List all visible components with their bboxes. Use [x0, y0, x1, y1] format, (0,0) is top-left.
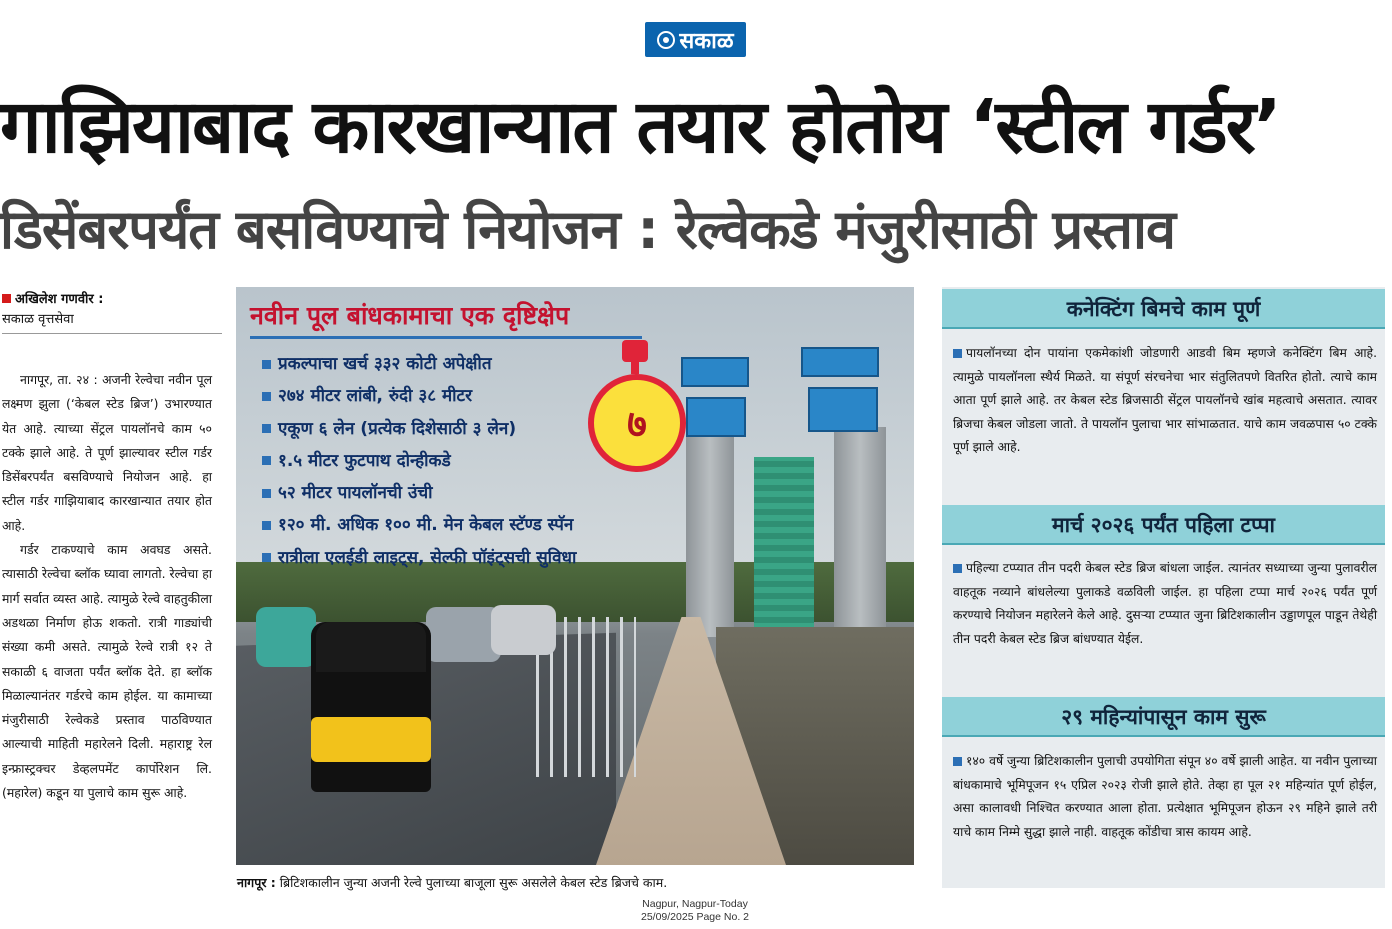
- headline: गाझियाबाद कारखान्यात तयार होतोय ‘स्टील गर्डर’: [0, 84, 1281, 170]
- footer-source: Nagpur, Nagpur-Today: [642, 898, 748, 910]
- infographic-item-text: प्रकल्पाचा खर्च ३३२ कोटी अपेक्षीत: [278, 354, 492, 374]
- sidebar-heading-connecting-beam: कनेक्टिंग बिमचे काम पूर्ण: [942, 289, 1385, 329]
- bullet-icon: [262, 360, 271, 369]
- sidebar-text-29-months: [953, 750, 1377, 844]
- sidebar-body-text: पहिल्या टप्प्यात तीन पदरी केबल स्टेड ब्रिज बांधला जाईल. त्यानंतर सध्याच्या जुन्या पुलावरील वाहतूक नव्याने बांधलेल्या पुलाकडे वळविली जाईल. हा पहिला टप्पा मार्च २०२६ पर्यंत पूर्ण करण्याचे नियोजन महारेलने केले आहे. दुसऱ्या टप्प्यात जुना ब्रिटिशकालीन उड्डाणपूल पाडून तेथेही तीन पदरी केबल स्टेड ब्रिज बांधण्यात येईल.: [953, 561, 1377, 646]
- infographic-item-text: १.५ मीटर फुटपाथ दोन्हीकडे: [278, 450, 451, 471]
- footer-date-page: 25/09/2025 Page No. 2: [640, 911, 749, 923]
- sidebar-heading-29-months: २९ महिन्यांपासून काम सुरू: [942, 697, 1385, 737]
- bullet-icon: [262, 553, 271, 562]
- byline-author: अखिलेश गणवीर :: [15, 292, 104, 307]
- photo-car: [491, 605, 556, 655]
- infographic-item-text: ५२ मीटर पायलॉनची उंची: [278, 483, 433, 504]
- caption-place: नागपूर :: [237, 875, 276, 890]
- subheadline: डिसेंबरपर्यंत बसविण्याचे नियोजन : रेल्वेकडे मंजुरीसाठी प्रस्ताव: [0, 198, 1175, 261]
- stopwatch-stem-icon: [631, 360, 639, 374]
- sidebar-heading-first-phase: मार्च २०२६ पर्यंत पहिला टप्पा: [942, 505, 1385, 545]
- bullet-icon: [953, 757, 962, 766]
- infographic-item: [262, 348, 642, 380]
- photo-pylon-formwork: [686, 397, 746, 437]
- photo-green-scaffold: [754, 457, 814, 647]
- infographic-item: [262, 509, 642, 541]
- infographic-item: [262, 413, 642, 445]
- sidebar-body-text: पायलॉनच्या दोन पायांना एकमेकांशी जोडणारी आडवी बिम म्हणजे कनेक्टिंग बिम आहे. त्यामुळे पायलॉनला स्थैर्य मिळते. या संपूर्ण संरचनेचा भार संतुलितपणे वितरित होतो. त्याचे काम आता पूर्ण झाले आहे. तर केबल स्टेड ब्रिजसाठी सेंट्रल पायलॉनचे खांब महत्वाचे असतात. त्यावर ब्रिजचा केबल जोडला जातो. ते पायलॉन पुलाचा भार सांभाळतात. याचे काम जवळपास ५० टक्के पूर्ण झाले आहे.: [953, 346, 1377, 455]
- photo-pylon-formwork: [808, 387, 878, 432]
- bullet-icon: [953, 349, 962, 358]
- infographic-list: [262, 348, 642, 574]
- bullet-icon: [953, 564, 962, 573]
- photo-autorickshaw: [311, 622, 431, 792]
- caption-text: ब्रिटिशकालीन जुन्या अजनी रेल्वे पुलाच्या बाजूला सुरू असलेले केबल स्टेड ब्रिजचे काम.: [275, 875, 668, 890]
- photo-caption: [237, 874, 917, 892]
- bullet-icon: [262, 521, 271, 530]
- sidebar-body-text: १४० वर्षे जुन्या ब्रिटिशकालीन पुलाची उपयोगिता संपून ४० वर्षे झाली आहेत. या नवीन पुलाच्या बांधकामाचे भूमिपूजन १५ एप्रिल २०२३ रोजी झाले होते. तेव्हा हा पूल २१ महिन्यांत पूर्ण होईल, असा कालावधी निश्चित करण्यात आला होता. प्रत्येक्षात भूमिपूजन होऊन २९ महिने झाले तरी याचे काम निम्मे सुद्धा झाले नाही. वाहतूक कोंडीचा त्रास कायम आहे.: [953, 754, 1377, 839]
- autorickshaw-body: [311, 717, 431, 762]
- infographic-item-text: रात्रीला एलईडी लाइट्स, सेल्फी पॉइंट्सची सुविधा: [278, 547, 577, 568]
- infographic-item: [262, 445, 642, 477]
- photo-bus: [256, 607, 316, 667]
- infographic-title: नवीन पूल बांधकामाचा एक दृष्टिक्षेप: [250, 301, 570, 330]
- stopwatch-icon: [588, 374, 686, 472]
- masthead-logo-icon: [657, 31, 675, 49]
- sidebar-text-first-phase: [953, 557, 1377, 651]
- stopwatch-number: ७: [627, 402, 647, 446]
- infographic-item: [262, 477, 642, 509]
- sidebar-text-connecting-beam: [953, 342, 1377, 460]
- infographic-underline: [250, 336, 642, 339]
- masthead-name: सकाळ: [679, 28, 734, 54]
- newspaper-masthead: [645, 22, 746, 57]
- bullet-icon: [262, 456, 271, 465]
- byline: [2, 290, 222, 336]
- photo-pylon-formwork: [681, 357, 749, 387]
- photo-car: [426, 607, 501, 662]
- page-footer: [560, 898, 830, 924]
- autorickshaw-roof: [316, 622, 426, 672]
- story-column: [2, 368, 212, 805]
- byline-agency: सकाळ वृत्तसेवा: [2, 310, 222, 334]
- story-paragraph: नागपूर, ता. २४ : अजनी रेल्वेचा नवीन पूल लक्ष्मण झुला (‘केबल स्टेड ब्रिज’) उभारण्यात येत आहे. त्याच्या सेंट्रल पायलॉनचे काम ५० टक्के झाले आहे. ते पूर्ण झाल्यावर स्टील गर्डर डिसेंबरपर्यंत बसविण्याचे नियोजन आहे. हा स्टील गर्डर गाझियाबाद कारखान्यात तयार होत आहे.: [2, 372, 212, 533]
- bullet-icon: [262, 424, 271, 433]
- infographic-item-text: २७४ मीटर लांबी, रुंदी ३८ मीटर: [278, 386, 473, 407]
- infographic-item: [262, 542, 642, 574]
- infographic-item-text: एकूण ६ लेन (प्रत्येक दिशेसाठी ३ लेन): [278, 418, 517, 439]
- bullet-icon: [262, 489, 271, 498]
- bullet-icon: [262, 392, 271, 401]
- stopwatch-crown-icon: [622, 340, 648, 362]
- infographic-item-text: १२० मी. अधिक १०० मी. मेन केबल स्टॅण्ड स्पॅन: [278, 515, 574, 536]
- photo-pylon-formwork: [801, 347, 879, 377]
- infographic-item: [262, 380, 642, 412]
- byline-marker-icon: [2, 294, 11, 303]
- story-paragraph: गर्डर टाकण्याचे काम अवघड असते. त्यासाठी रेल्वेचा ब्लॉक घ्यावा लागतो. रेल्वेचा हा मार्ग सर्वात व्यस्त आहे. त्यामुळे रेल्वे वाहतुकीला अडथळा निर्माण होऊ शकतो. रात्री गाड्यांची संख्या कमी असते. त्यामुळे रेल्वे रात्री १२ ते सकाळी ६ वाजता पर्यंत ब्लॉक देते. हा ब्लॉक मिळाल्यानंतर गर्डरचे काम होईल. या कामाच्या मंजुरीसाठी रेल्वेकडे प्रस्ताव पाठविण्यात आल्याची माहिती महारेलने दिली. महाराष्ट्र रेल इन्फ्रास्ट्रक्चर डेव्हलपमेंट कार्पोरेशन लि. (महारेल) कडून या पुलाचे काम सुरू आहे.: [2, 542, 212, 801]
